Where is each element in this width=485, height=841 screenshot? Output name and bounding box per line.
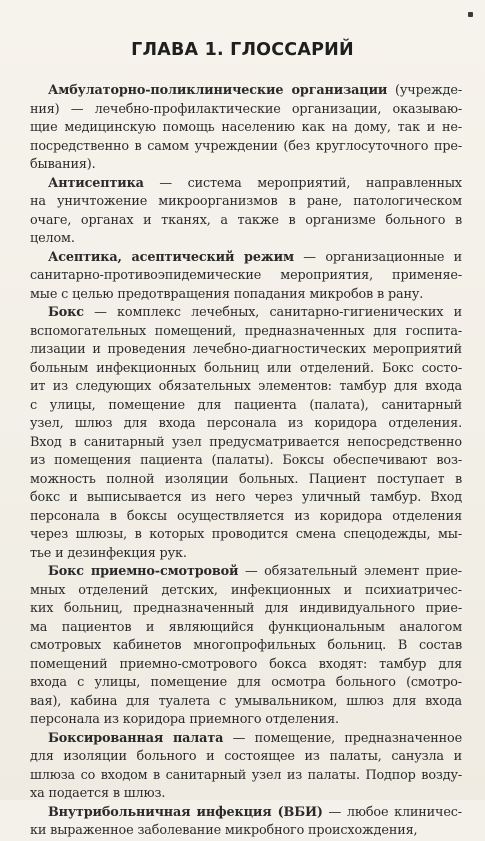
definition-text: ма пациентов и являющийся функциональным аналогом — [30, 619, 462, 635]
definition-text: больным инфекционных больниц или отделений. Бокс состо- — [30, 360, 462, 376]
entry-line — [30, 156, 462, 175]
definition-text: очаге, органах и тканях, а также в организме больного в — [30, 212, 462, 228]
page-corner-mark — [468, 12, 473, 17]
glossary-term: Бокс — [48, 305, 84, 320]
definition-text: — комплекс лечебных, санитарно-гигиенических и — [83, 305, 462, 320]
entry-line — [30, 360, 462, 379]
definition-text: через шлюзы, в которых проводится смена спецодежды, мы- — [30, 527, 462, 542]
entry-line — [30, 397, 462, 416]
definition-text: ит из следующих обязательных элементов: тамбур для входа — [30, 379, 462, 394]
entry-line — [30, 341, 462, 360]
definition-text: шлюза со входом в санитарный узел из палаты. Подпор возду- — [30, 767, 462, 783]
definition-text: санитарно-противоэпидемические мероприятия, применяе- — [30, 268, 462, 283]
definition-text: из помещения пациента (палаты). Боксы обеспечивают воз- — [30, 453, 462, 468]
glossary-entry — [30, 249, 462, 305]
definition-text: вспомогательных помещений, предназначенных для госпита- — [30, 323, 462, 339]
glossary-entry — [30, 804, 462, 841]
glossary-term: Асептика, асептический режим — [48, 249, 294, 265]
glossary-term: Амбулаторно-поликлинические организации — [48, 83, 388, 98]
entry-line — [30, 471, 462, 490]
chapter-title: ГЛАВА 1. ГЛОССАРИЙ — [131, 40, 354, 60]
glossary-content — [30, 82, 462, 841]
definition-text: ния) — лечебно-профилактические организации, оказываю- — [30, 101, 462, 117]
entry-line — [30, 711, 462, 730]
entry-line — [30, 600, 462, 619]
entry-line — [30, 489, 462, 508]
definition-text: — обязательный элемент прие- — [238, 564, 462, 579]
glossary-entry — [30, 175, 462, 249]
definition-text: ки выраженное заболевание микробного происхождения, — [30, 823, 418, 838]
entry-line — [30, 286, 462, 305]
entry-line — [30, 767, 462, 786]
entry-line — [30, 804, 462, 823]
entry-line — [30, 193, 462, 212]
entry-line — [30, 267, 462, 286]
definition-text: с улицы, помещение для пациента (палата), санитарный — [30, 397, 462, 413]
entry-line — [30, 508, 462, 527]
definition-text: ха подается в шлюз. — [30, 786, 166, 801]
definition-text: мных отделений детских, инфекционных и психиатричес- — [30, 582, 462, 598]
definition-text: щие медицинскую помощь населению как на дому, так и не- — [30, 120, 462, 135]
entry-line — [30, 693, 462, 712]
definition-text: входа с улицы, помещение для осмотра больного (смотро- — [30, 675, 462, 690]
definition-text: — любое клиничес- — [322, 804, 462, 820]
definition-text: бокс и выписывается из него через уличный тамбур. Вход — [30, 490, 462, 505]
entry-line — [30, 822, 462, 841]
entry-line — [30, 674, 462, 693]
definition-text: Вход в санитарный узел предусматривается непосредственно — [30, 434, 462, 450]
glossary-entry — [30, 304, 462, 563]
definition-text: бывания). — [30, 157, 96, 172]
entry-line — [30, 101, 462, 120]
definition-text: узел, шлюз для входа персонала из коридора отделения. — [30, 416, 462, 431]
entry-line — [30, 175, 462, 194]
glossary-term: Бокс приемно-смотровой — [48, 564, 239, 579]
definition-text: персонала из коридора приемного отделения. — [30, 712, 339, 727]
entry-line — [30, 304, 462, 323]
definition-text: — организационные и — [293, 249, 462, 265]
entry-line — [30, 619, 462, 638]
entry-line — [30, 82, 462, 101]
definition-text: — система мероприятий, направленных — [143, 175, 462, 191]
definition-text: смотровых кабинетов многопрофильных больниц. В состав — [30, 638, 462, 653]
entry-line — [30, 563, 462, 582]
definition-text: (учрежде- — [387, 83, 462, 98]
entry-line — [30, 434, 462, 453]
entry-line — [30, 323, 462, 342]
definition-text: тье и дезинфекция рук. — [30, 545, 187, 561]
definition-text: целом. — [30, 231, 75, 246]
entry-line — [30, 526, 462, 545]
entry-line — [30, 249, 462, 268]
entry-line — [30, 582, 462, 601]
entry-line — [30, 138, 462, 157]
definition-text: — помещение, предназначенное — [223, 730, 462, 746]
entry-line — [30, 119, 462, 138]
glossary-entry — [30, 82, 462, 175]
definition-text: лизации и проведения лечебно-диагностических мероприятий — [30, 342, 462, 357]
definition-text: вая), кабина для туалета с умывальником, шлюз для входа — [30, 693, 462, 709]
entry-line — [30, 656, 462, 675]
definition-text: посредственно в самом учреждении (без круглосуточного пре- — [30, 138, 462, 154]
glossary-entry — [30, 730, 462, 804]
definition-text: на уничтожение микроорганизмов в ране, патологическом — [30, 194, 462, 209]
definition-text: ких больниц, предназначенный для индивидуального прие- — [30, 601, 462, 616]
entry-line — [30, 637, 462, 656]
entry-line — [30, 378, 462, 397]
definition-text: можность полной изоляции больных. Пациент поступает в — [30, 471, 462, 487]
definition-text: помещений приемно-смотрового бокса входят: тамбур для — [30, 656, 462, 672]
definition-text: для изоляции больного и состоящее из палаты, санузла и — [30, 749, 462, 764]
glossary-term: Внутрибольничная инфекция (ВБИ) — [48, 804, 323, 820]
entry-line — [30, 785, 462, 804]
entry-line — [30, 415, 462, 434]
glossary-term: Боксированная палата — [48, 730, 224, 746]
entry-line — [30, 452, 462, 471]
entry-line — [30, 545, 462, 564]
definition-text: мые с целью предотвращения попадания микробов в рану. — [30, 286, 424, 302]
glossary-entry — [30, 563, 462, 730]
entry-line — [30, 212, 462, 231]
glossary-term: Антисептика — [48, 175, 144, 191]
entry-line — [30, 230, 462, 249]
entry-line — [30, 748, 462, 767]
entry-line — [30, 730, 462, 749]
definition-text: персонала в боксы осуществляется из коридора отделения — [30, 508, 462, 524]
